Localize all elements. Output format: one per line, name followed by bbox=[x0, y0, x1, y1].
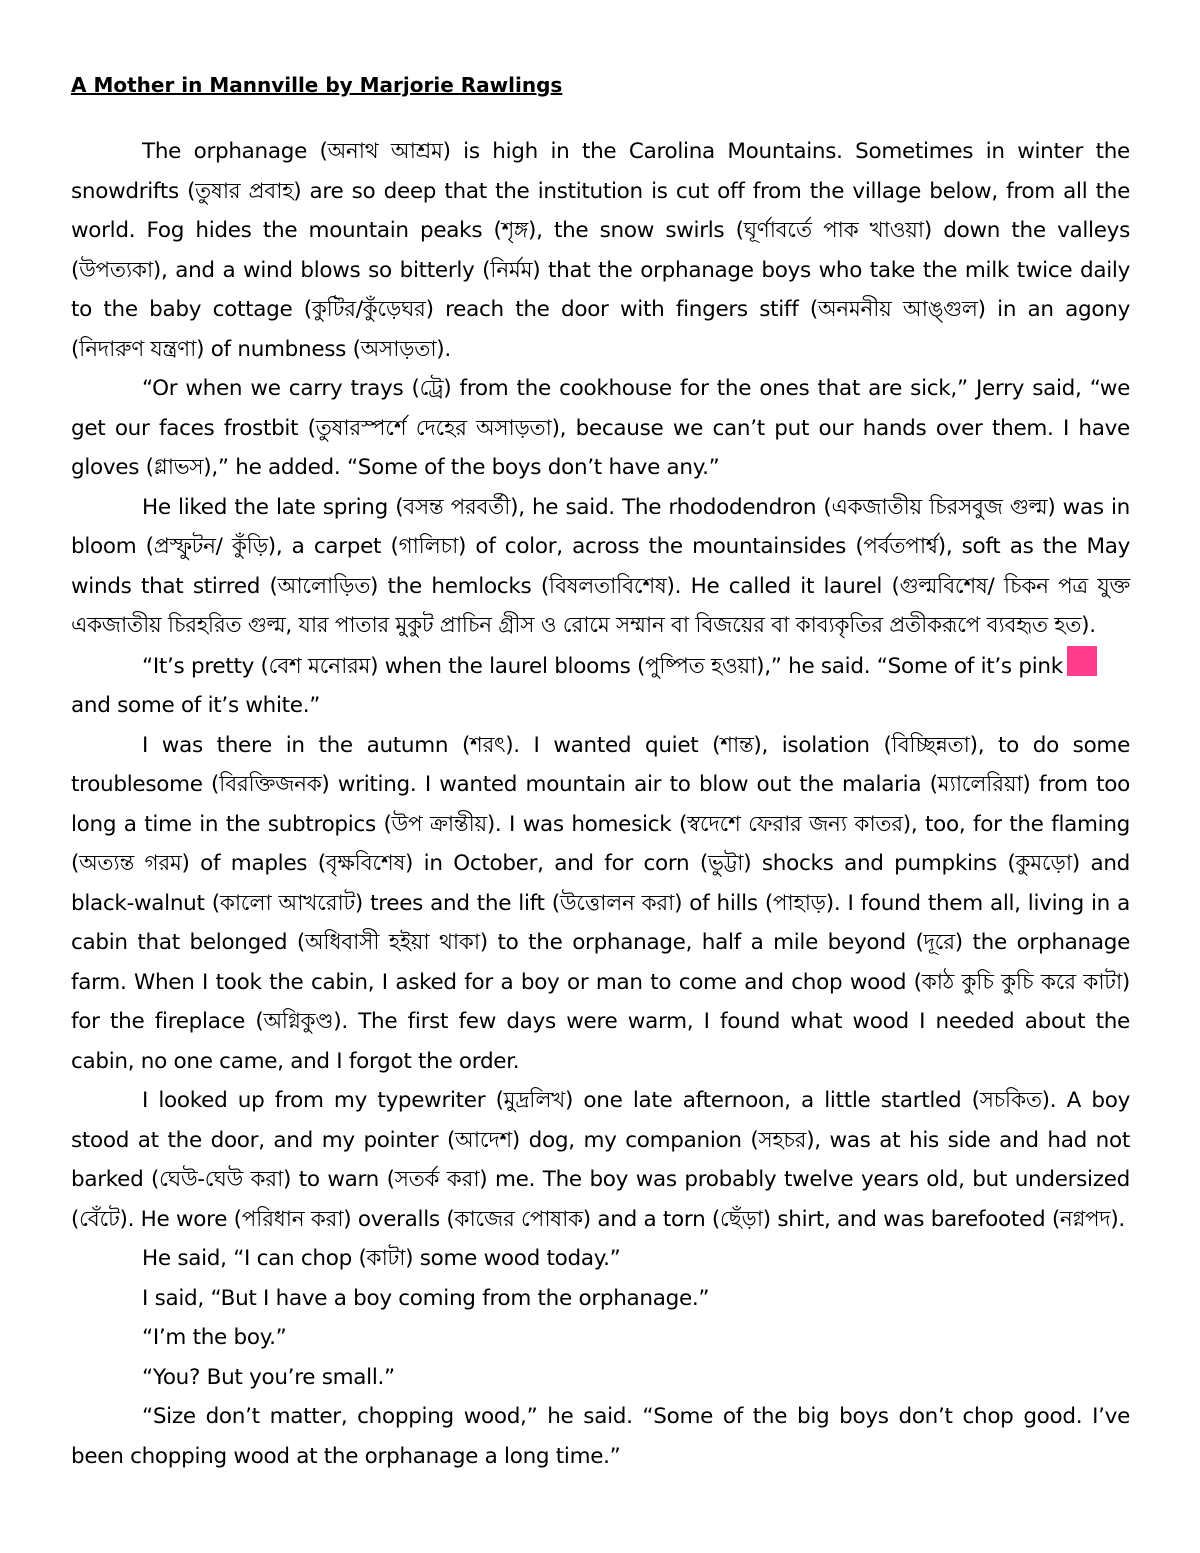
paragraph-chop: He said, “I can chop (কাটা) some wood today.” bbox=[142, 1246, 621, 1271]
paragraph-size-dont-matter: “Size don’t matter, chopping wood,” he said. “Some of the big boys don’t chop good. I’ve been chopping wood at the orphanage a long time.” bbox=[71, 1404, 1130, 1469]
paragraph-orphanage: The orphanage (অনাথ আশ্রম) is high in the Carolina Mountains. Sometimes in winter the snowdrifts (তুষার প্রবাহ) are so deep that the institution is cut off from the village below, from all the world. Fog hides the mountain peaks (শৃঙ্গ), the snow swirls (ঘূর্ণাবর্তে পাক খাওয়া) down the valleys (উপত্যকা), and a wind blows so bitterly (নির্মম) that the orphanage boys who take the milk twice daily to the baby cottage (কুটির/কুঁড়েঘর) reach the door with fingers stiff (অনমনীয় আঙ্গুল) in an agony (নিদারুণ যন্ত্রণা) of numbness (অসাড়তা). bbox=[71, 139, 1130, 362]
paragraph-im-the-boy: “I’m the boy.” bbox=[142, 1325, 287, 1350]
document-title: A Mother in Mannville by Marjorie Rawlings bbox=[71, 73, 563, 97]
paragraph-boy-coming: I said, “But I have a boy coming from the orphanage.” bbox=[142, 1285, 710, 1311]
paragraph-autumn: I was there in the autumn (শরৎ). I wanted quiet (শান্ত), isolation (বিচ্ছিন্নতা), to do some troublesome (বিরক্তিজনক) writing. I wanted mountain air to blow out the malaria (ম্যালেরিয়া) from too long a time in the subtropics (উপ ক্রান্তীয়). I was homesick (স্বদেশে ফেরার জন্য কাতর), too, for the flaming (অত্যন্ত গরম) of maples (বৃক্ষবিশেষ) in October, and for corn (ভুট্টা) shocks and pumpkins (কুমড়ো) and black-walnut (কালো আখরোট) trees and the lift (উত্তোলন করা) of hills (পাহাড়). I found them all, living in a cabin that belonged (অধিবাসী হইয়া থাকা) to the orphanage, half a mile beyond (দূরে) the orphanage farm. When I took the cabin, I asked for a boy or man to come and chop wood (কাঠ কুচি কুচি করে কাটা) for the fireplace (অগ্নিকুণ্ড). The first few days were warm, I found what wood I needed about the cabin, no one came, and I forgot the order. bbox=[71, 732, 1130, 1074]
paragraph-laurel-pink bbox=[71, 646, 1130, 687]
paragraph-youre-small: “You? But you’re small.” bbox=[142, 1364, 395, 1390]
document-page bbox=[71, 70, 1130, 1476]
paragraph-laurel-pink-text: “It’s pretty (বেশ মনোরম) when the laurel blooms (পুষ্পিত হওয়া),” he said. “Some of it’s pink bbox=[142, 653, 1063, 679]
paragraph-typewriter: I looked up from my typewriter (মুদ্রলিখ) one late afternoon, a little startled (সচকিত). A boy stood at the door, and my pointer (আদেশ) dog, my companion (সহচর), was at his side and had not barked (ঘেউ-ঘেউ করা) to warn (সতর্ক করা) me. The boy was probably twelve years old, but undersized (বেঁটে). He wore (পরিধান করা) overalls (কাজের পোষাক) and a torn (ছেঁড়া) shirt, and was barefooted (নগ্নপদ). bbox=[71, 1088, 1130, 1232]
pink-color-swatch bbox=[1067, 646, 1097, 676]
paragraph-trays: “Or when we carry trays (ট্রে) from the cookhouse for the ones that are sick,” Jerry said, “we get our faces frostbit (তুষারস্পর্শে দেহের অসাড়তা), because we can’t put our hands over them. I have gloves (গ্লাভস),” he added. “Some of the boys don’t have any.” bbox=[71, 376, 1130, 480]
paragraph-laurel-white: and some of it’s white.” bbox=[71, 693, 321, 718]
paragraph-spring: He liked the late spring (বসন্ত পরবর্তী), he said. The rhododendron (একজাতীয় চিরসবুজ গুল্ম) was in bloom (প্রস্ফুটন/ কুঁড়ি), a carpet (গালিচা) of color, across the mountainsides (পর্বতপার্শ্ব), soft as the May winds that stirred (আলোড়িত) the hemlocks (বিষলতাবিশেষ). He called it laurel (গুল্মবিশেষ/ চিকন পত্র যুক্ত একজাতীয় চিরহরিত গুল্ম, যার পাতার মুকুট প্রাচিন গ্রীস ও রোমে সম্মান বা বিজয়ের বা কাব্যকৃতির প্রতীকরূপে ব্যবহৃত হত). bbox=[71, 494, 1130, 638]
